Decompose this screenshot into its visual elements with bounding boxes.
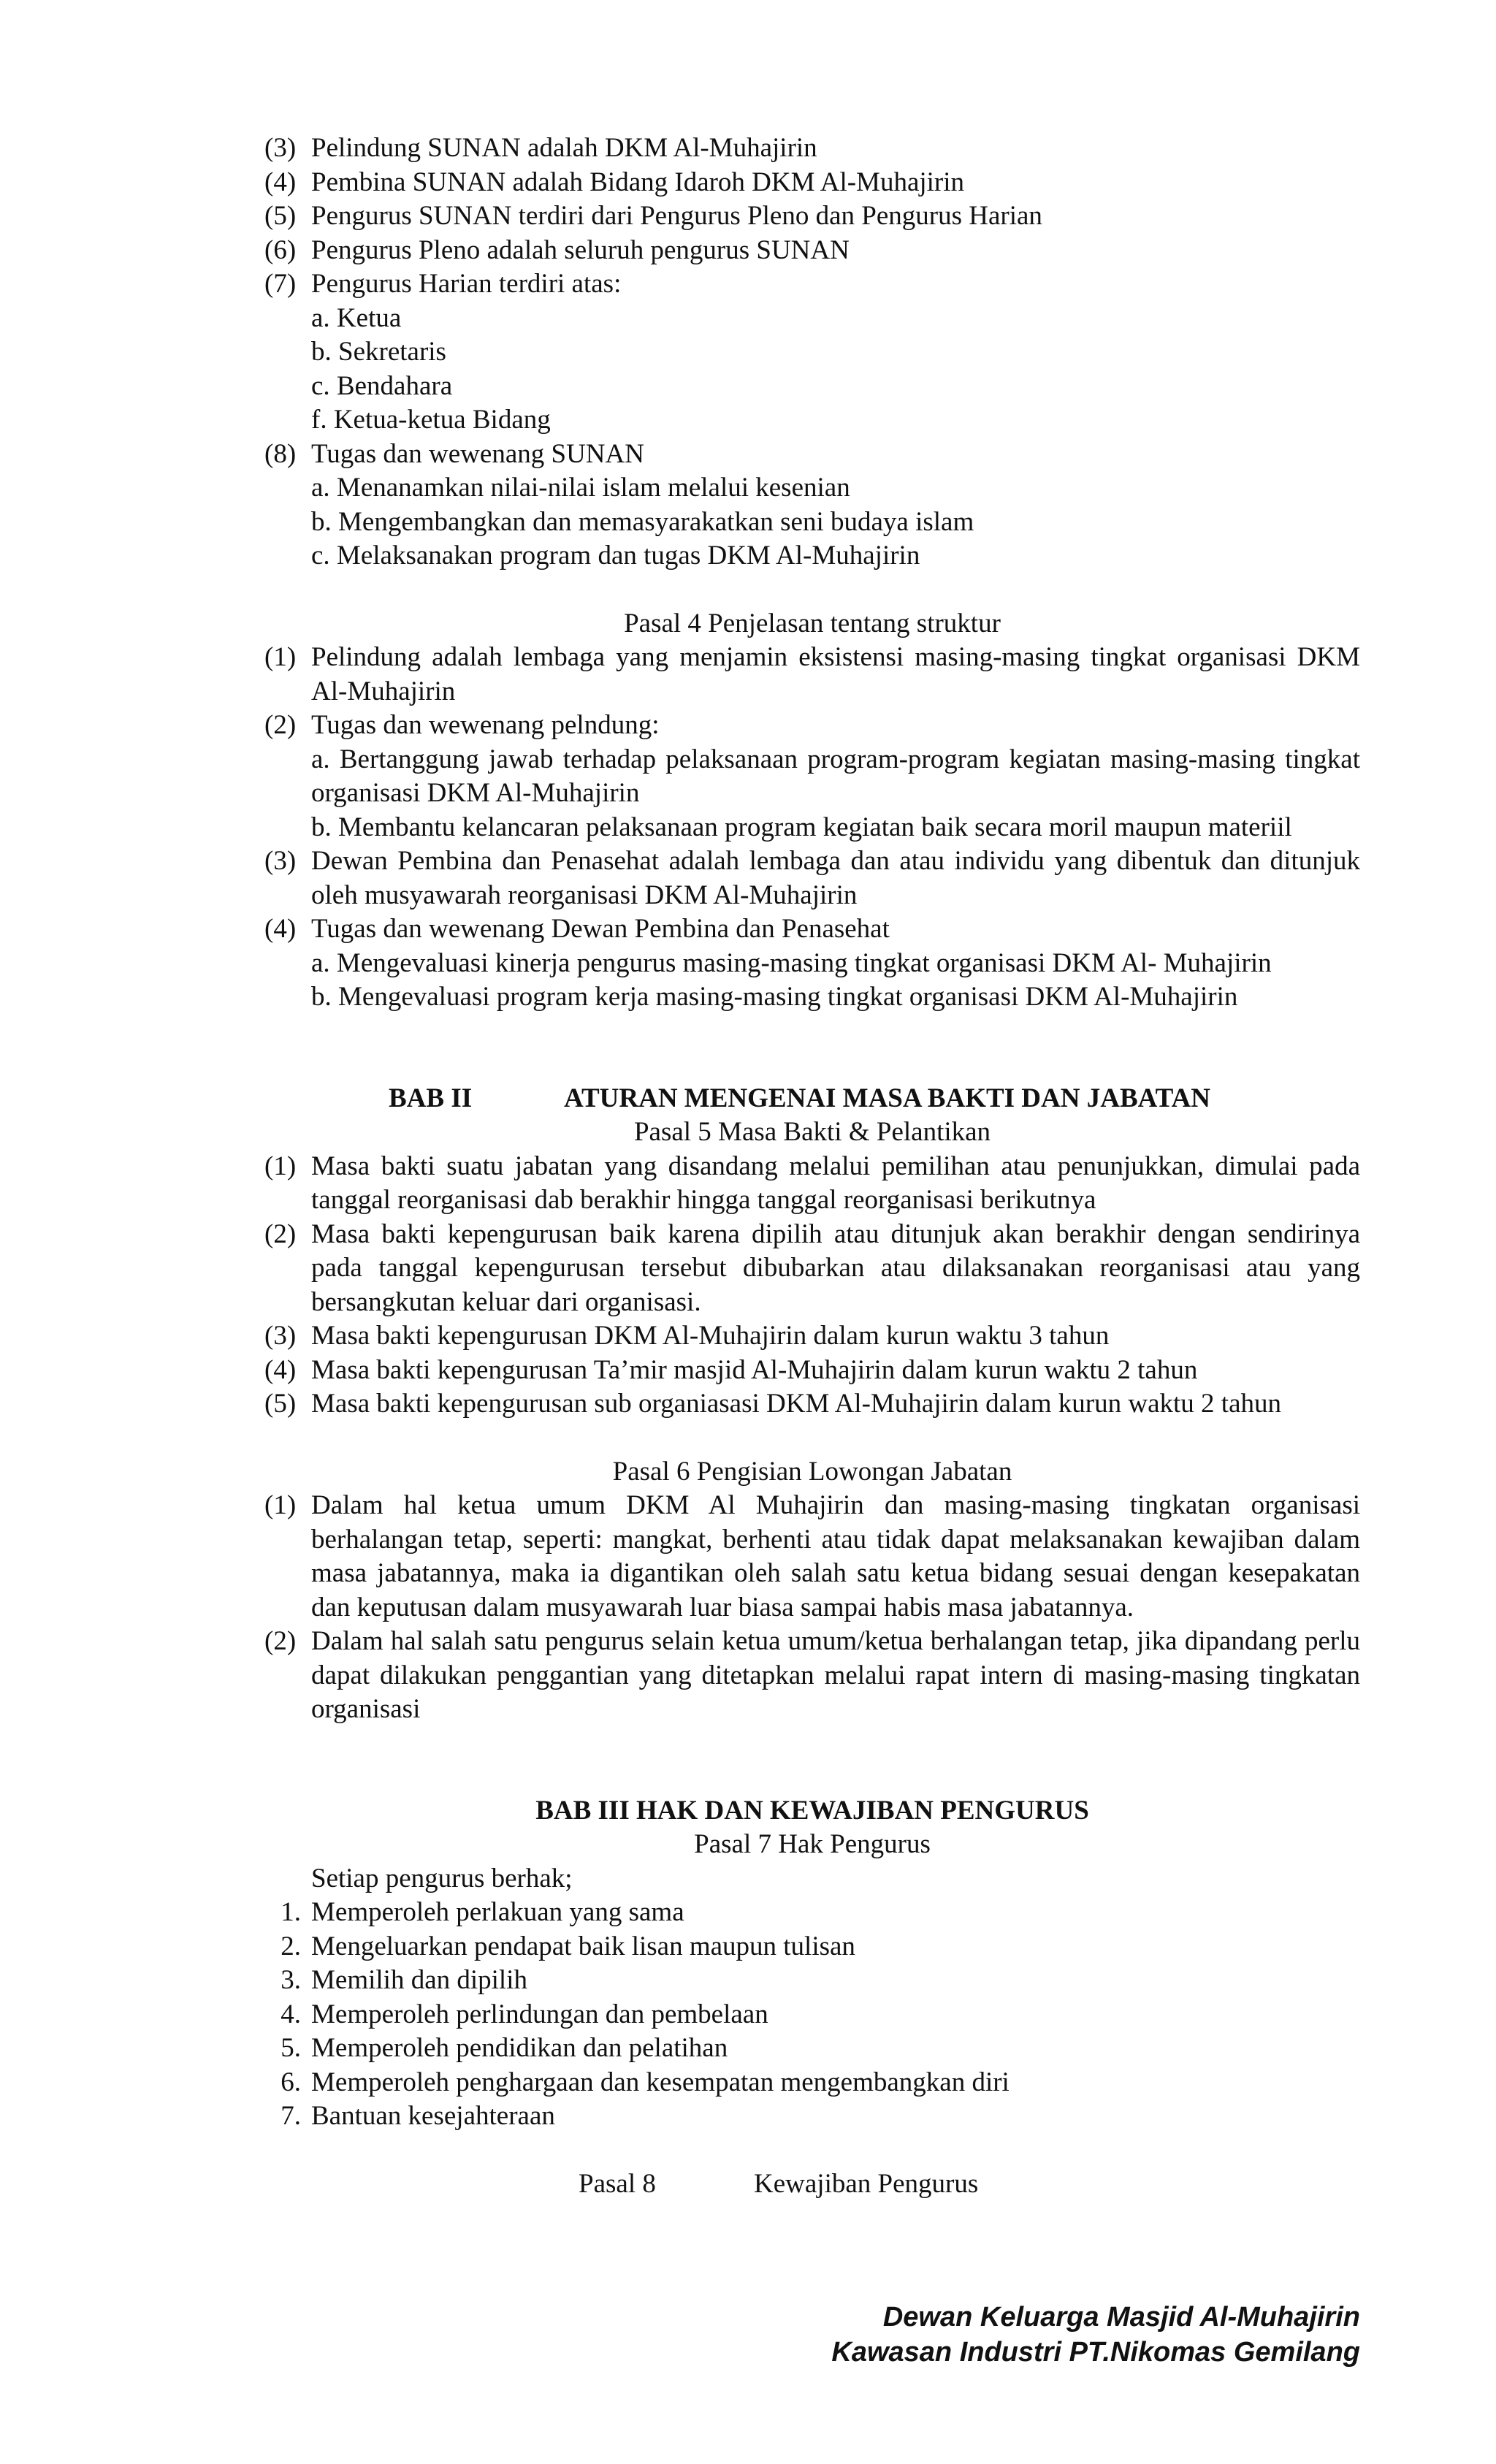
sub-item: b. Mengevaluasi program kerja masing-masing tingkat organisasi DKM Al-Muhajirin	[311, 982, 1238, 1012]
bab-2-section	[264, 1082, 1360, 1727]
sub-item: c. Melaksanakan program dan tugas DKM Al-Muhajirin	[311, 541, 920, 571]
list-item: 4. Memperoleh perlindungan dan pembelaan	[280, 1999, 768, 2029]
list-item: (1) Pelindung adalah lembaga yang menjamin eksistensi masing-masing tingkat organisasi DKM Al-Muhajirin	[264, 642, 1360, 706]
list-item: 7. Bantuan kesejahteraan	[280, 2101, 555, 2131]
list-item: (2) Masa bakti kepengurusan baik karena dipilih atau ditunjuk akan berakhir dengan sendirinya pada tanggal kepengurusan tersebut dibubarkan atau dilaksanakan reorganisasi atau yang bersangkutan keluar dari organisasi.	[264, 1218, 1360, 1317]
list-item: 6. Memperoleh penghargaan dan kesempatan mengembangkan diri	[280, 2067, 1010, 2097]
sub-item: f. Ketua-ketua Bidang	[311, 405, 551, 435]
footer-line-2: Kawasan Industri PT.Nikomas Gemilang	[831, 2337, 1360, 2368]
chapter-heading	[264, 1082, 1360, 1116]
pasal-title: Kewajiban Pengurus	[754, 2168, 979, 2199]
sub-item: a. Ketua	[311, 302, 402, 333]
sunan-list	[264, 131, 1360, 573]
pasal-8-heading	[264, 2167, 1360, 2202]
page-footer	[831, 2300, 1360, 2370]
pasal-4-section	[264, 607, 1360, 1015]
list-item: (1) Dalam hal ketua umum DKM Al Muhajirin dan masing-masing tingkatan organisasi berhalangan tetap, seperti: mangkat, berhenti atau tidak dapat melaksanakan kewajiban dalam masa jabatannya, maka ia digantikan oleh salah satu ketua bidang sesuai dengan kesepakatan dan keputusan dalam musyawarah luar biasa sampai habis masa jabatannya.	[264, 1490, 1360, 1622]
pasal-code: Pasal 8	[579, 2168, 656, 2199]
footer-line-1: Dewan Keluarga Masjid Al-Muhajirin	[882, 2302, 1360, 2333]
sub-item: a. Bertanggung jawab terhadap pelaksanaan program-program kegiatan masing-masing tingkat organisasi DKM Al-Muhajirin	[311, 744, 1360, 808]
rights-list	[264, 1896, 1360, 2134]
pasal-title: Pasal 6 Pengisian Lowongan Jabatan	[612, 1456, 1012, 1487]
sub-item: a. Menanamkan nilai-nilai islam melalui kesenian	[311, 473, 850, 503]
pasal-title: Pasal 7 Hak Pengurus	[694, 1829, 931, 1859]
list-item: (3) Pelindung SUNAN adalah DKM Al-Muhajirin	[264, 133, 817, 163]
chapter-title: ATURAN MENGENAI MASA BAKTI DAN JABATAN	[564, 1083, 1210, 1113]
list-item: (1) Masa bakti suatu jabatan yang disandang melalui pemilihan atau penunjukkan, dimulai pada tanggal reorganisasi dab berakhir hingga tanggal reorganisasi berikutnya	[264, 1151, 1360, 1215]
sub-item: b. Sekretaris	[311, 337, 446, 367]
list-item: 2. Mengeluarkan pendapat baik lisan maupun tulisan	[280, 1931, 855, 1961]
list-item: 1. Memperoleh perlakuan yang sama	[280, 1897, 684, 1927]
list-item: 5. Memperoleh pendidikan dan pelatihan	[280, 2033, 728, 2063]
list-item: (2) Tugas dan wewenang pelndung:	[264, 710, 660, 740]
bab-3-section	[264, 1794, 1360, 2202]
list-item: (4) Tugas dan wewenang Dewan Pembina dan Penasehat	[264, 914, 890, 944]
sub-item: c. Bendahara	[311, 370, 453, 401]
pasal-title: Pasal 5 Masa Bakti & Pelantikan	[633, 1117, 991, 1147]
list-item: (3) Masa bakti kepengurusan DKM Al-Muhajirin dalam kurun waktu 3 tahun	[264, 1321, 1110, 1351]
list-item: (4) Pembina SUNAN adalah Bidang Idaroh DKM Al-Muhajirin	[264, 167, 965, 197]
list-item: (4) Masa bakti kepengurusan Ta’mir masjid Al-Muhajirin dalam kurun waktu 2 tahun	[264, 1354, 1198, 1385]
list-item: (3) Dewan Pembina dan Penasehat adalah lembaga dan atau individu yang dibentuk dan ditunjuk oleh musyawarah reorganisasi DKM Al-Muhajirin	[264, 846, 1360, 910]
list-item: (5) Masa bakti kepengurusan sub organiasasi DKM Al-Muhajirin dalam kurun waktu 2 tahun	[264, 1389, 1281, 1419]
list-item: 3. Memilih dan dipilih	[280, 1965, 527, 1995]
chapter-code: BAB II	[389, 1083, 473, 1113]
list-item: (6) Pengurus Pleno adalah seluruh pengurus SUNAN	[264, 234, 850, 265]
list-item: (8) Tugas dan wewenang SUNAN	[264, 438, 644, 469]
intro-text: Setiap pengurus berhak;	[311, 1863, 573, 1893]
list-item: (7) Pengurus Harian terdiri atas:	[264, 269, 622, 299]
list-item: (5) Pengurus SUNAN terdiri dari Pengurus Pleno dan Pengurus Harian	[264, 201, 1042, 231]
sub-item: b. Membantu kelancaran pelaksanaan program kegiatan baik secara moril maupun materiil	[311, 812, 1292, 842]
sub-item: b. Mengembangkan dan memasyarakatkan seni budaya islam	[311, 506, 974, 537]
pasal-title: Pasal 4 Penjelasan tentang struktur	[624, 608, 1001, 638]
list-item: (2) Dalam hal salah satu pengurus selain ketua umum/ketua berhalangan tetap, jika dipandang perlu dapat dilakukan penggantian yang ditetapkan melalui rapat intern di masing-masing tingkatan organisasi	[264, 1626, 1360, 1724]
chapter-title: BAB III HAK DAN KEWAJIBAN PENGURUS	[535, 1795, 1089, 1826]
sub-item: a. Mengevaluasi kinerja pengurus masing-masing tingkat organisasi DKM Al- Muhajirin	[311, 947, 1272, 978]
document-page	[264, 131, 1360, 2201]
